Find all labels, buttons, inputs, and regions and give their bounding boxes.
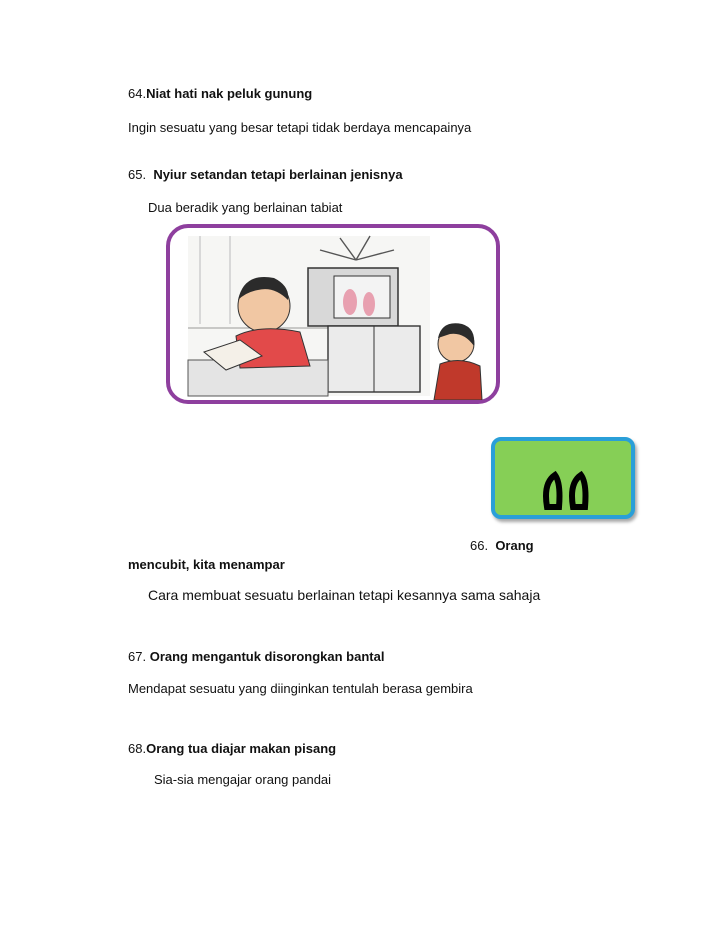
meaning-67: Mendapat sesuatu yang diinginkan tentulah berasa gembira (128, 681, 473, 696)
proverb-64 (128, 86, 312, 101)
meaning-64: Ingin sesuatu yang besar tetapi tidak berdaya mencapainya (128, 120, 472, 135)
proverb-text: Niat hati nak peluk gunung (146, 86, 313, 101)
proverb-66-end: mencubit, kita menampar (128, 557, 285, 572)
proverb-text: Nyiur setandan tetapi berlainan jenisnya (153, 167, 403, 182)
meaning-65: Dua beradik yang berlainan tabiat (148, 200, 343, 215)
proverb-text: Orang tua diajar makan pisang (146, 741, 337, 756)
illustration-frame (166, 224, 500, 404)
proverb-number: 65. (128, 167, 147, 182)
proverb-number: 66. (470, 538, 489, 553)
decorative-sticker (491, 437, 635, 519)
proverb-67 (128, 649, 384, 664)
proverb-68 (128, 741, 336, 756)
proverb-text: Orang (495, 538, 534, 553)
proverb-65 (128, 167, 403, 182)
bracket-symbol-icon (495, 441, 631, 515)
proverb-number: 68. (128, 741, 147, 756)
proverb-number: 67. (128, 649, 147, 664)
meaning-66: Cara membuat sesuatu berlainan tetapi kesannya sama sahaja (148, 587, 541, 603)
illustration-boys-studying-tv (170, 228, 496, 400)
proverb-66-start (470, 538, 534, 553)
meaning-68: Sia-sia mengajar orang pandai (154, 772, 332, 787)
proverb-text: Orang mengantuk disorongkan bantal (149, 649, 385, 664)
proverb-number: 64. (128, 86, 147, 101)
